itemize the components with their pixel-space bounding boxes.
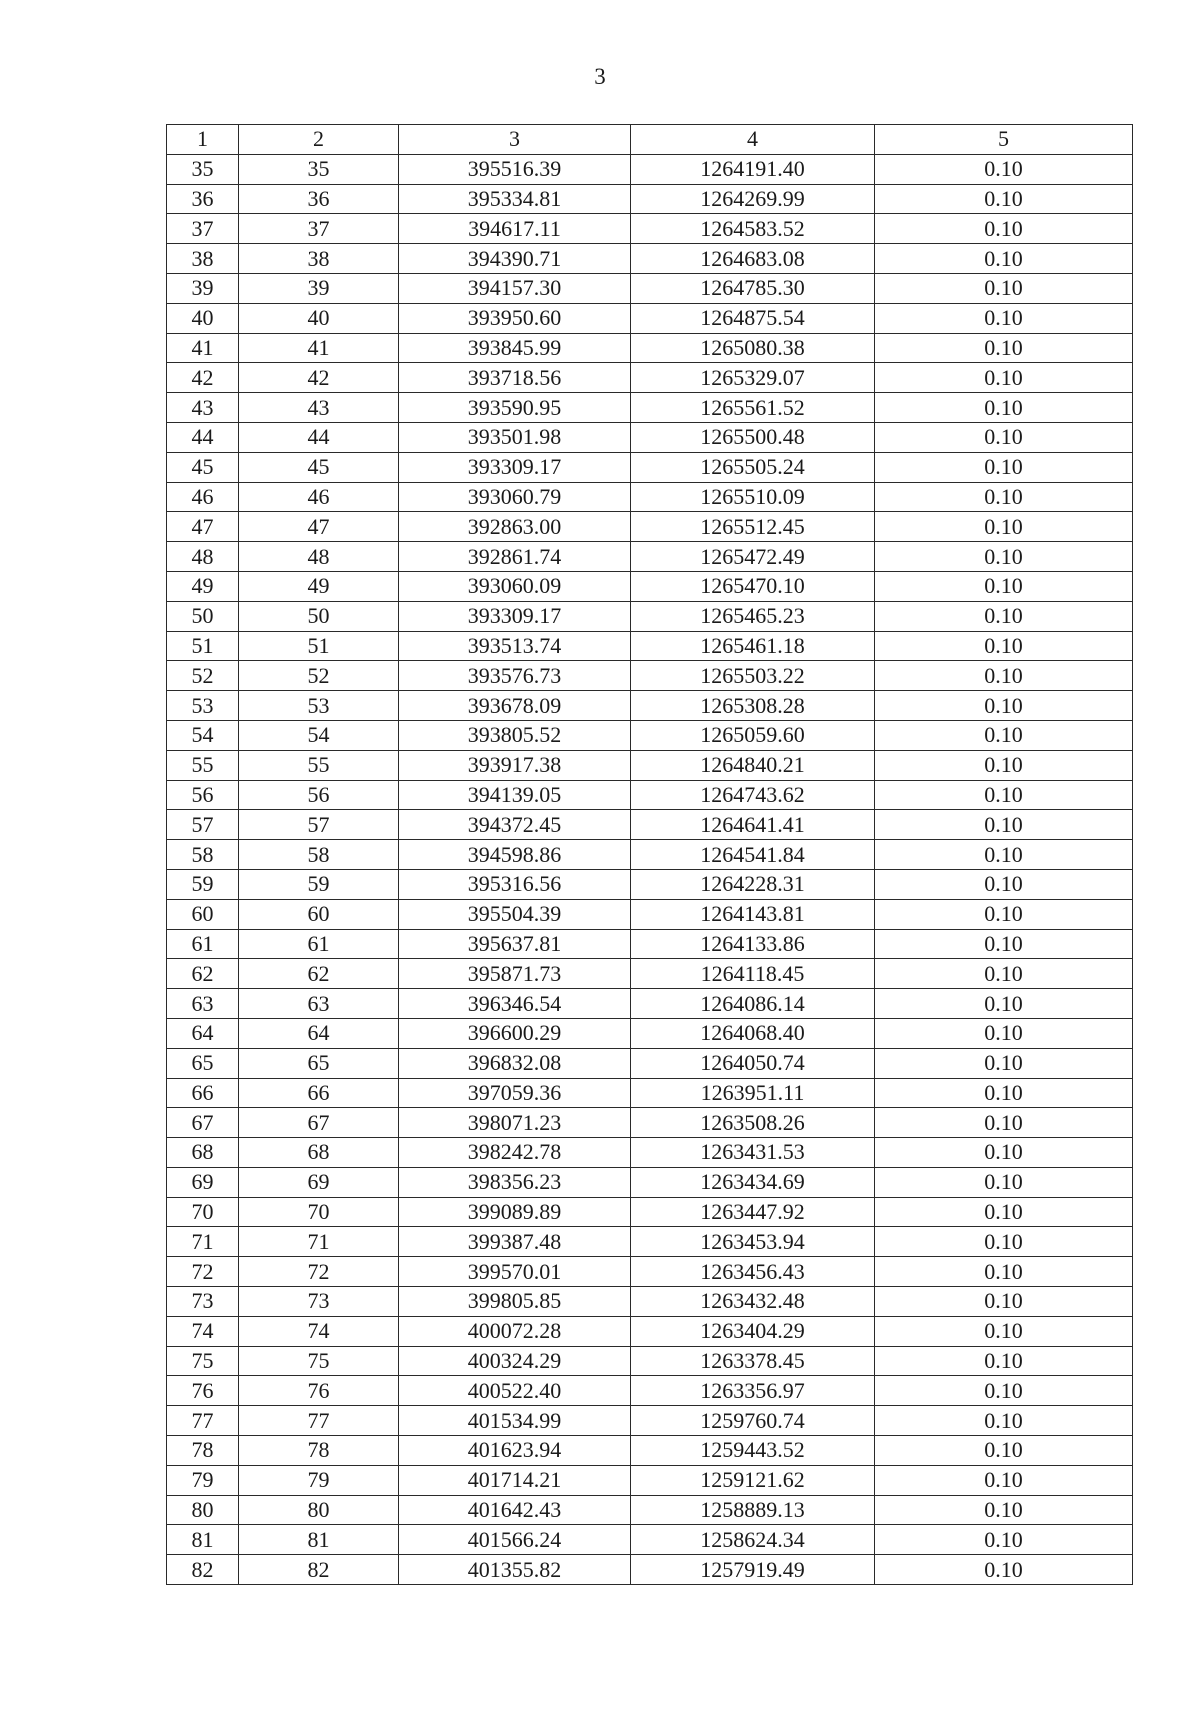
cell-value: 0.10 [875,1525,1133,1555]
cell-value: 0.10 [875,1316,1133,1346]
cell-value: 0.10 [875,1465,1133,1495]
cell-value: 0.10 [875,214,1133,244]
cell-value: 0.10 [875,691,1133,721]
cell-coordinate-x: 400072.28 [399,1316,631,1346]
cell-coordinate-y: 1265561.52 [631,393,875,423]
cell-point-number: 50 [167,601,239,631]
cell-value: 0.10 [875,571,1133,601]
cell-point-id: 42 [239,363,399,393]
cell-value: 0.10 [875,393,1133,423]
cell-coordinate-x: 393513.74 [399,631,631,661]
column-header-2: 2 [239,125,399,155]
table-row [167,810,1133,840]
cell-coordinate-y: 1264683.08 [631,244,875,274]
cell-point-number: 62 [167,959,239,989]
cell-point-number: 44 [167,422,239,452]
table-row [167,571,1133,601]
column-header-5: 5 [875,125,1133,155]
cell-coordinate-x: 401642.43 [399,1495,631,1525]
cell-value: 0.10 [875,810,1133,840]
cell-point-number: 79 [167,1465,239,1495]
table-row [167,244,1133,274]
cell-value: 0.10 [875,244,1133,274]
cell-coordinate-y: 1263378.45 [631,1346,875,1376]
cell-point-id: 60 [239,899,399,929]
cell-coordinate-y: 1259760.74 [631,1406,875,1436]
cell-point-id: 74 [239,1316,399,1346]
table-row [167,1406,1133,1436]
cell-point-number: 71 [167,1227,239,1257]
cell-point-number: 76 [167,1376,239,1406]
table-row [167,959,1133,989]
cell-coordinate-x: 393718.56 [399,363,631,393]
cell-value: 0.10 [875,154,1133,184]
cell-coordinate-x: 395316.56 [399,869,631,899]
cell-value: 0.10 [875,422,1133,452]
cell-coordinate-x: 393917.38 [399,750,631,780]
cell-value: 0.10 [875,452,1133,482]
table-row [167,1048,1133,1078]
cell-coordinate-y: 1265461.18 [631,631,875,661]
cell-value: 0.10 [875,542,1133,572]
cell-value: 0.10 [875,1376,1133,1406]
cell-coordinate-y: 1264191.40 [631,154,875,184]
cell-value: 0.10 [875,661,1133,691]
cell-coordinate-x: 393576.73 [399,661,631,691]
cell-coordinate-y: 1265465.23 [631,601,875,631]
cell-point-number: 60 [167,899,239,929]
cell-coordinate-x: 396832.08 [399,1048,631,1078]
cell-value: 0.10 [875,273,1133,303]
cell-point-number: 35 [167,154,239,184]
cell-value: 0.10 [875,1406,1133,1436]
cell-value: 0.10 [875,750,1133,780]
table-row [167,1555,1133,1585]
cell-point-number: 41 [167,333,239,363]
cell-point-id: 57 [239,810,399,840]
cell-point-number: 43 [167,393,239,423]
cell-value: 0.10 [875,1495,1133,1525]
table-row [167,542,1133,572]
cell-point-id: 48 [239,542,399,572]
cell-coordinate-x: 392863.00 [399,512,631,542]
cell-coordinate-x: 394390.71 [399,244,631,274]
cell-point-id: 46 [239,482,399,512]
table-row [167,1346,1133,1376]
cell-value: 0.10 [875,512,1133,542]
cell-point-number: 75 [167,1346,239,1376]
cell-value: 0.10 [875,631,1133,661]
table-row [167,691,1133,721]
cell-point-number: 51 [167,631,239,661]
cell-point-id: 80 [239,1495,399,1525]
table-row [167,601,1133,631]
cell-coordinate-x: 397059.36 [399,1078,631,1108]
table-row [167,840,1133,870]
table-row [167,422,1133,452]
table-row [167,1108,1133,1138]
cell-point-id: 37 [239,214,399,244]
cell-coordinate-y: 1264269.99 [631,184,875,214]
table-row [167,1167,1133,1197]
cell-coordinate-y: 1264068.40 [631,1018,875,1048]
cell-point-id: 79 [239,1465,399,1495]
cell-coordinate-x: 396346.54 [399,989,631,1019]
cell-point-id: 63 [239,989,399,1019]
table-row [167,273,1133,303]
cell-coordinate-y: 1265512.45 [631,512,875,542]
cell-value: 0.10 [875,929,1133,959]
table-row [167,1138,1133,1168]
cell-point-number: 38 [167,244,239,274]
cell-point-number: 47 [167,512,239,542]
cell-value: 0.10 [875,989,1133,1019]
cell-value: 0.10 [875,959,1133,989]
header-row [167,125,1133,155]
cell-point-id: 64 [239,1018,399,1048]
cell-coordinate-y: 1264583.52 [631,214,875,244]
cell-point-id: 36 [239,184,399,214]
cell-coordinate-y: 1265470.10 [631,571,875,601]
cell-coordinate-x: 393309.17 [399,601,631,631]
cell-point-number: 67 [167,1108,239,1138]
cell-point-number: 45 [167,452,239,482]
cell-coordinate-x: 393060.09 [399,571,631,601]
cell-value: 0.10 [875,840,1133,870]
table-row [167,333,1133,363]
cell-coordinate-y: 1258624.34 [631,1525,875,1555]
table-row [167,1376,1133,1406]
table-row [167,1078,1133,1108]
cell-coordinate-x: 394617.11 [399,214,631,244]
table-header [167,125,1133,155]
cell-point-id: 66 [239,1078,399,1108]
cell-coordinate-x: 394157.30 [399,273,631,303]
table-row [167,184,1133,214]
cell-point-id: 62 [239,959,399,989]
cell-point-number: 54 [167,720,239,750]
table-body [167,154,1133,1584]
cell-coordinate-x: 399387.48 [399,1227,631,1257]
cell-point-id: 50 [239,601,399,631]
cell-coordinate-x: 393845.99 [399,333,631,363]
cell-point-id: 49 [239,571,399,601]
cell-point-number: 48 [167,542,239,572]
column-header-1: 1 [167,125,239,155]
cell-point-id: 35 [239,154,399,184]
cell-point-id: 40 [239,303,399,333]
cell-coordinate-y: 1263508.26 [631,1108,875,1138]
cell-point-id: 55 [239,750,399,780]
table-row [167,1018,1133,1048]
cell-value: 0.10 [875,780,1133,810]
cell-value: 0.10 [875,482,1133,512]
cell-coordinate-x: 393805.52 [399,720,631,750]
table-row [167,512,1133,542]
cell-point-id: 81 [239,1525,399,1555]
cell-point-id: 77 [239,1406,399,1436]
cell-coordinate-x: 399805.85 [399,1287,631,1317]
cell-point-number: 56 [167,780,239,810]
cell-point-number: 73 [167,1287,239,1317]
cell-coordinate-x: 394139.05 [399,780,631,810]
cell-coordinate-y: 1265329.07 [631,363,875,393]
cell-value: 0.10 [875,1108,1133,1138]
cell-coordinate-y: 1265500.48 [631,422,875,452]
cell-point-number: 46 [167,482,239,512]
cell-coordinate-y: 1264228.31 [631,869,875,899]
cell-coordinate-x: 393590.95 [399,393,631,423]
cell-coordinate-y: 1265080.38 [631,333,875,363]
cell-value: 0.10 [875,1197,1133,1227]
cell-coordinate-x: 393309.17 [399,452,631,482]
cell-coordinate-y: 1265505.24 [631,452,875,482]
cell-point-id: 59 [239,869,399,899]
cell-value: 0.10 [875,1048,1133,1078]
cell-point-id: 75 [239,1346,399,1376]
cell-point-number: 65 [167,1048,239,1078]
cell-coordinate-x: 395504.39 [399,899,631,929]
table-row [167,750,1133,780]
cell-point-id: 52 [239,661,399,691]
cell-point-id: 68 [239,1138,399,1168]
cell-point-id: 58 [239,840,399,870]
table-row [167,631,1133,661]
cell-point-number: 77 [167,1406,239,1436]
cell-point-id: 61 [239,929,399,959]
table-row [167,1227,1133,1257]
table-row [167,1287,1133,1317]
cell-point-number: 53 [167,691,239,721]
cell-coordinate-x: 401566.24 [399,1525,631,1555]
cell-coordinate-x: 395516.39 [399,154,631,184]
cell-coordinate-x: 400522.40 [399,1376,631,1406]
table-row [167,303,1133,333]
cell-point-number: 70 [167,1197,239,1227]
cell-point-number: 55 [167,750,239,780]
cell-coordinate-x: 393678.09 [399,691,631,721]
cell-point-id: 82 [239,1555,399,1585]
cell-point-number: 81 [167,1525,239,1555]
cell-point-number: 39 [167,273,239,303]
cell-coordinate-x: 395334.81 [399,184,631,214]
cell-point-id: 70 [239,1197,399,1227]
cell-coordinate-y: 1264050.74 [631,1048,875,1078]
cell-coordinate-y: 1259121.62 [631,1465,875,1495]
cell-coordinate-x: 401623.94 [399,1436,631,1466]
table-row [167,1436,1133,1466]
cell-value: 0.10 [875,1257,1133,1287]
cell-coordinate-y: 1264133.86 [631,929,875,959]
cell-coordinate-y: 1264118.45 [631,959,875,989]
cell-point-number: 57 [167,810,239,840]
cell-point-number: 74 [167,1316,239,1346]
cell-point-number: 61 [167,929,239,959]
cell-coordinate-y: 1263432.48 [631,1287,875,1317]
table-row [167,1197,1133,1227]
cell-point-number: 80 [167,1495,239,1525]
cell-coordinate-y: 1264143.81 [631,899,875,929]
cell-point-number: 63 [167,989,239,1019]
table-row [167,661,1133,691]
cell-point-number: 42 [167,363,239,393]
cell-coordinate-y: 1265472.49 [631,542,875,572]
cell-coordinate-x: 392861.74 [399,542,631,572]
cell-point-number: 68 [167,1138,239,1168]
cell-coordinate-y: 1264086.14 [631,989,875,1019]
cell-point-id: 78 [239,1436,399,1466]
cell-coordinate-x: 399089.89 [399,1197,631,1227]
cell-point-number: 72 [167,1257,239,1287]
cell-point-number: 36 [167,184,239,214]
cell-point-id: 69 [239,1167,399,1197]
cell-coordinate-y: 1263404.29 [631,1316,875,1346]
cell-value: 0.10 [875,1287,1133,1317]
cell-coordinate-y: 1265510.09 [631,482,875,512]
cell-coordinate-x: 395637.81 [399,929,631,959]
cell-point-id: 71 [239,1227,399,1257]
cell-point-id: 45 [239,452,399,482]
cell-coordinate-y: 1265059.60 [631,720,875,750]
cell-value: 0.10 [875,363,1133,393]
cell-coordinate-y: 1263431.53 [631,1138,875,1168]
cell-point-id: 65 [239,1048,399,1078]
cell-coordinate-x: 398356.23 [399,1167,631,1197]
table-row [167,482,1133,512]
cell-point-id: 54 [239,720,399,750]
cell-coordinate-x: 400324.29 [399,1346,631,1376]
cell-coordinate-y: 1263951.11 [631,1078,875,1108]
cell-coordinate-y: 1263356.97 [631,1376,875,1406]
cell-point-id: 56 [239,780,399,810]
cell-coordinate-y: 1264840.21 [631,750,875,780]
cell-point-number: 82 [167,1555,239,1585]
table-row [167,780,1133,810]
table-row [167,929,1133,959]
cell-coordinate-x: 395871.73 [399,959,631,989]
column-header-3: 3 [399,125,631,155]
cell-point-id: 76 [239,1376,399,1406]
cell-coordinate-x: 394598.86 [399,840,631,870]
table-row [167,154,1133,184]
cell-value: 0.10 [875,1436,1133,1466]
cell-value: 0.10 [875,1227,1133,1257]
cell-coordinate-y: 1264641.41 [631,810,875,840]
table-row [167,452,1133,482]
cell-point-id: 51 [239,631,399,661]
cell-coordinate-x: 401355.82 [399,1555,631,1585]
table-row [167,989,1133,1019]
cell-point-number: 52 [167,661,239,691]
cell-value: 0.10 [875,1078,1133,1108]
cell-point-number: 64 [167,1018,239,1048]
cell-coordinate-y: 1259443.52 [631,1436,875,1466]
column-header-4: 4 [631,125,875,155]
table-row [167,1495,1133,1525]
table-row [167,363,1133,393]
table-row [167,1525,1133,1555]
table-row [167,720,1133,750]
table-row [167,1465,1133,1495]
cell-coordinate-x: 401714.21 [399,1465,631,1495]
cell-value: 0.10 [875,899,1133,929]
cell-value: 0.10 [875,333,1133,363]
cell-value: 0.10 [875,1555,1133,1585]
cell-value: 0.10 [875,869,1133,899]
cell-coordinate-x: 399570.01 [399,1257,631,1287]
cell-point-number: 59 [167,869,239,899]
cell-value: 0.10 [875,1138,1133,1168]
cell-point-id: 38 [239,244,399,274]
cell-point-id: 47 [239,512,399,542]
table-row [167,214,1133,244]
page-number: 3 [594,64,606,89]
coordinates-table [166,124,1133,1585]
cell-point-id: 43 [239,393,399,423]
cell-coordinate-y: 1264785.30 [631,273,875,303]
cell-coordinate-y: 1265308.28 [631,691,875,721]
cell-coordinate-x: 394372.45 [399,810,631,840]
cell-point-number: 40 [167,303,239,333]
cell-coordinate-x: 401534.99 [399,1406,631,1436]
cell-coordinate-x: 393060.79 [399,482,631,512]
cell-point-number: 58 [167,840,239,870]
cell-point-id: 53 [239,691,399,721]
cell-coordinate-y: 1257919.49 [631,1555,875,1585]
cell-coordinate-y: 1264743.62 [631,780,875,810]
cell-coordinate-y: 1263453.94 [631,1227,875,1257]
cell-coordinate-y: 1263456.43 [631,1257,875,1287]
cell-point-id: 72 [239,1257,399,1287]
coordinates-table-container [166,124,1132,1585]
cell-point-id: 67 [239,1108,399,1138]
cell-value: 0.10 [875,303,1133,333]
cell-point-number: 66 [167,1078,239,1108]
cell-value: 0.10 [875,720,1133,750]
cell-point-id: 41 [239,333,399,363]
table-row [167,1316,1133,1346]
cell-coordinate-y: 1264875.54 [631,303,875,333]
cell-coordinate-x: 393950.60 [399,303,631,333]
cell-coordinate-y: 1264541.84 [631,840,875,870]
cell-value: 0.10 [875,1346,1133,1376]
cell-point-id: 73 [239,1287,399,1317]
cell-coordinate-x: 398071.23 [399,1108,631,1138]
table-row [167,869,1133,899]
cell-point-number: 69 [167,1167,239,1197]
cell-coordinate-x: 396600.29 [399,1018,631,1048]
cell-coordinate-x: 398242.78 [399,1138,631,1168]
cell-point-number: 49 [167,571,239,601]
cell-value: 0.10 [875,184,1133,214]
table-row [167,899,1133,929]
cell-coordinate-y: 1263434.69 [631,1167,875,1197]
cell-point-number: 78 [167,1436,239,1466]
cell-point-id: 39 [239,273,399,303]
cell-coordinate-y: 1265503.22 [631,661,875,691]
cell-value: 0.10 [875,1167,1133,1197]
cell-coordinate-y: 1258889.13 [631,1495,875,1525]
cell-value: 0.10 [875,1018,1133,1048]
table-row [167,1257,1133,1287]
cell-value: 0.10 [875,601,1133,631]
cell-coordinate-x: 393501.98 [399,422,631,452]
cell-coordinate-y: 1263447.92 [631,1197,875,1227]
cell-point-id: 44 [239,422,399,452]
cell-point-number: 37 [167,214,239,244]
table-row [167,393,1133,423]
